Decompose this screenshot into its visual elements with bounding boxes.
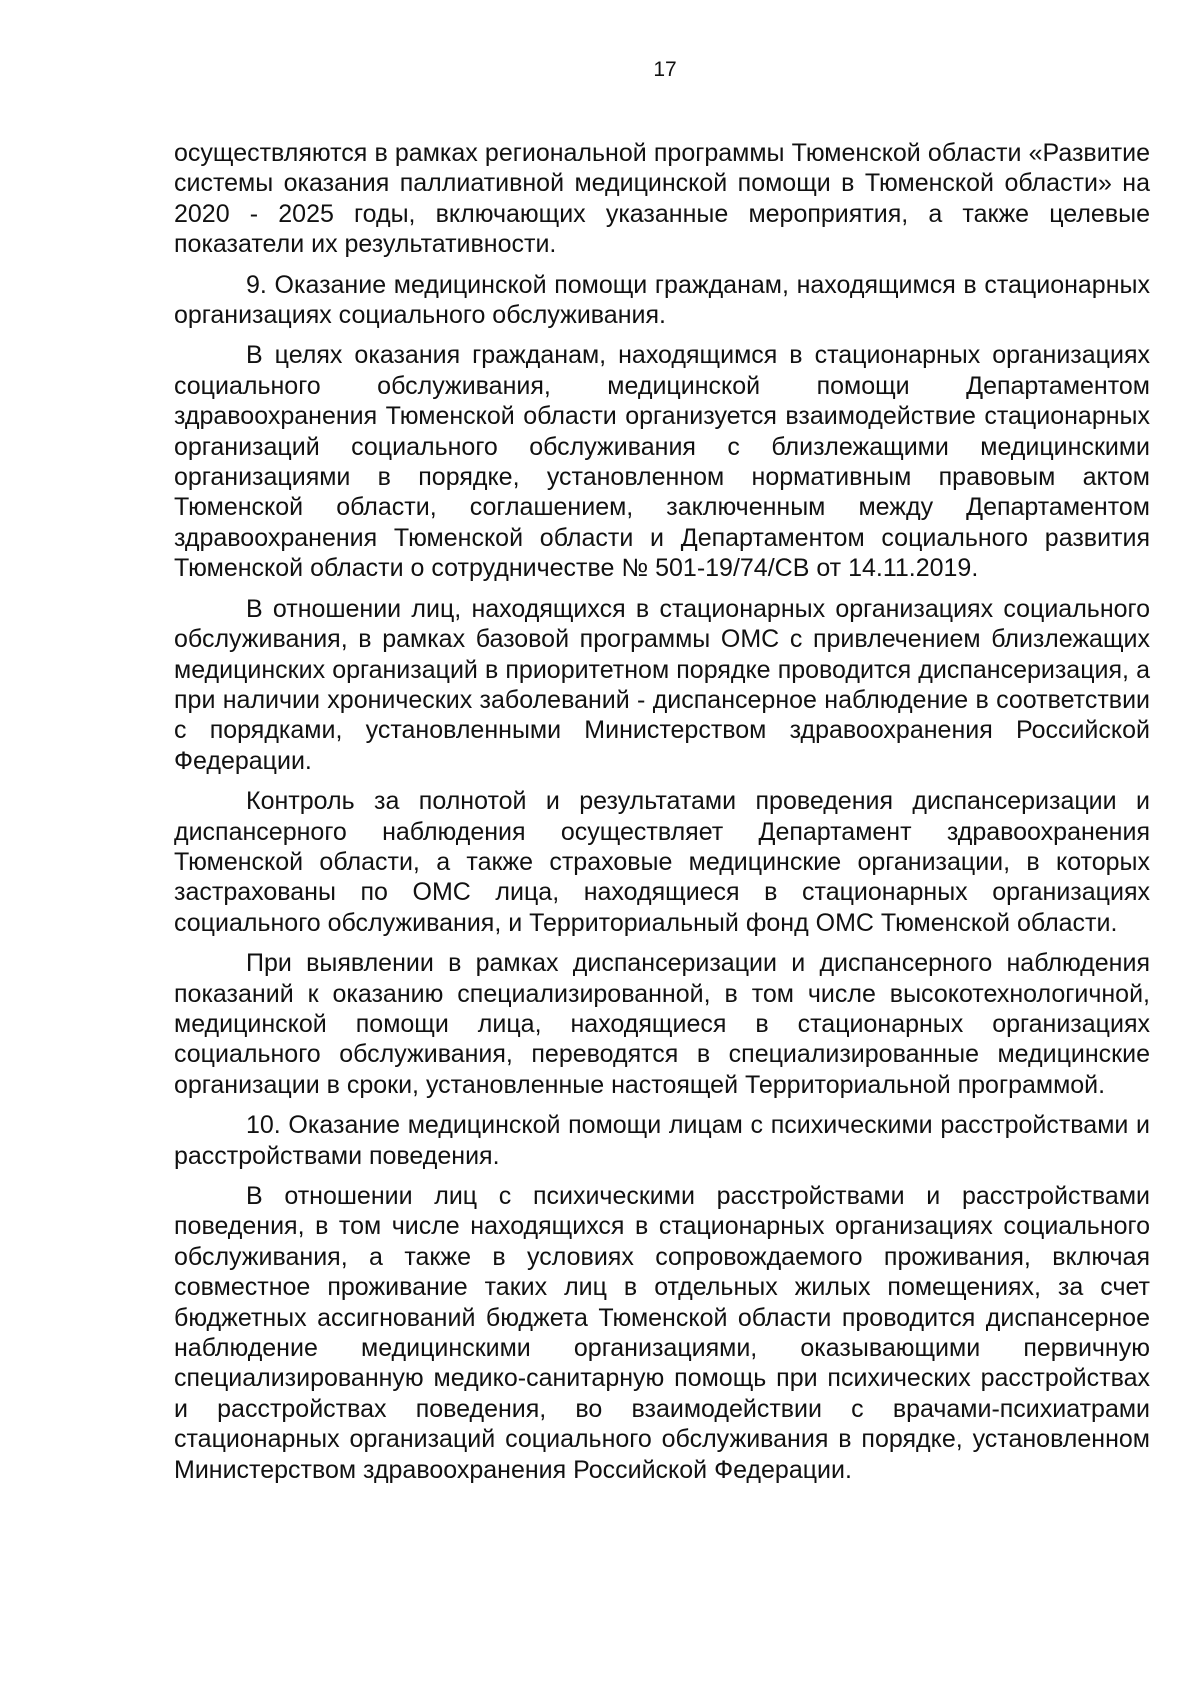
- document-body: [174, 138, 1150, 1495]
- paragraph-mental-health: В отношении лиц с психическими расстройствами и расстройствами поведения, в том числе находящихся в стационарных организациях социального обслуживания, а также в условиях сопровождаемого проживания, включая совместное проживание таких лиц в отдельных жилых помещениях, за счет бюджетных ассигнований бюджета Тюменской области проводится диспансерное наблюдение медицинскими организациями, оказывающими первичную специализированную медико-санитарную помощь при психических расстройствах и расстройствах поведения, во взаимодействии с врачами-психиатрами стационарных организаций социального обслуживания в порядке, установленном Министерством здравоохранения Российской Федерации.: [174, 1182, 1150, 1484]
- page-number: 17: [653, 58, 677, 81]
- paragraph-section-10-heading: 10. Оказание медицинской помощи лицам с психическими расстройствами и расстройствами поведения.: [174, 1111, 1150, 1170]
- paragraph-continuation: осуществляются в рамках региональной программы Тюменской области «Развитие системы оказания паллиативной медицинской помощи в Тюменской области» на 2020 - 2025 годы, включающих указанные мероприятия, а также целевые показатели их результативности.: [174, 139, 1150, 259]
- paragraph-cooperation: В целях оказания гражданам, находящимся в стационарных организациях социального обслуживания, медицинской помощи Департаментом здравоохранения Тюменской области организуется взаимодействие стационарных организаций социального обслуживания с близлежащими медицинскими организациями в порядке, установленном нормативным правовым актом Тюменской области, соглашением, заключенным между Департаментом здравоохранения Тюменской области и Департаментом социального развития Тюменской области о сотрудничестве № 501-19/74/СВ от 14.11.2019.: [174, 341, 1150, 583]
- paragraph-dispensarization: В отношении лиц, находящихся в стационарных организациях социального обслуживания, в рамках базовой программы ОМС с привлечением близлежащих медицинских организаций в приоритетном порядке проводится диспансеризация, а при наличии хронических заболеваний - диспансерное наблюдение в соответствии с порядками, установленными Министерством здравоохранения Российской Федерации.: [174, 594, 1150, 775]
- paragraph-section-9-heading: 9. Оказание медицинской помощи гражданам, находящимся в стационарных организациях социального обслуживания.: [174, 270, 1150, 330]
- paragraph-specialized-care: При выявлении в рамках диспансеризации и диспансерного наблюдения показаний к оказанию специализированной, в том числе высокотехнологичной, медицинской помощи лица, находящиеся в стационарных организациях социального обслуживания, переводятся в специализированные медицинские организации в сроки, установленные настоящей Территориальной программой.: [174, 949, 1150, 1099]
- paragraph-control: Контроль за полнотой и результатами проведения диспансеризации и диспансерного наблюдения осуществляет Департамент здравоохранения Тюменской области, а также страховые медицинские организации, в которых застрахованы по ОМС лица, находящиеся в стационарных организациях социального обслуживания, и Территориальный фонд ОМС Тюменской области.: [174, 787, 1150, 937]
